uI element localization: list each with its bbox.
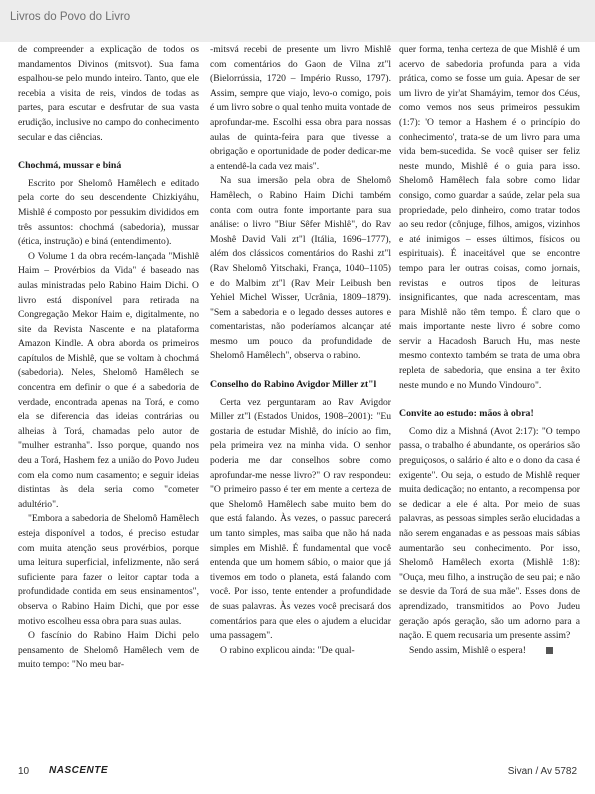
paragraph: "Embora a sabedoria de Shelomô Hamêlech esteja disponível a todos, é preciso estudar com muita atenção seus provérbios, porque uma leitura superficial, infelizmente, não será suficiente para fazer o leitor captar toda a profundidade contida em seus ensinamentos", observa o Rabino Haim Dichi, que por esse motivo escolheu essa obra para suas aulas. [18,513,199,627]
issue-date: Sivan / Av 5782 [507,766,577,777]
column-3 [399,43,580,749]
paragraph: O fascínio do Rabino Haim Dichi pelo pensamento de Shelomô Hamêlech vem de muito tempo: "No meu bar- [18,630,199,671]
end-of-article-icon [546,647,553,654]
header-bar [0,0,595,42]
column-1 [18,43,199,743]
paragraph: -mitsvá recebi de presente um livro Mishlê com comentários do Gaon de Vilna zt"l (Bielorrússia, 1720 – Império Russo, 1797). Assim, sempre que viajo, levo-o comigo, pois é um livro sobre o qual tenho muita vontade de aprofundar-me. Escolhi essa obra para nossas aulas de quinta-feira para que tivesse a obrigação e oportunidade de poder dedicar-me a entendê-la cada vez mais". [210,44,391,172]
paragraph: quer forma, tenha certeza de que Mishlê é um acervo de sabedoria profunda para a vida prática, como se fosse um guia. Apesar de ser um livro de yir'at Shamáyim, temor dos Céus, como vemos nos seus primeiros pessukim (1:7): 'O temor a Hashem é o princípio do conhecimento', trata-se de um livro para uma vida bem-sucedida. Se você quiser ser feliz neste mundo, Mishlê é o guia para isso. Shelomô Hamêlech fala sobre como lidar consigo, como guardar a saúde, zelar pela sua propriedade, pelo dinheiro, como tratar todos ao seu redor (cônjuge, filhos, amigos, vizinhos e até inimigos – esses últimos, físicos ou espirituais). É inaceitável que se encontre tempo para ler outras coisas, como jornais, revistas e outros tipos de leituras insignificantes, que nada acrescentam, mas para Mishlê não têm tempo. É claro que o mais importante neste livro é sobre como servir a Hacadosh Baruch Hu, mas neste mesmo contexto também se trata de uma obra repleta de sabedoria, que ensina a ter êxito neste mundo e no Mundo Vindouro". [399,44,580,391]
footer [0,757,595,794]
section-heading: Chochmá, mussar e biná [18,160,122,172]
closing-text: Sendo assim, Mishlê o espera! [409,644,526,656]
paragraph: de compreender a explicação de todos os mandamentos Divinos (mitsvot). Sua fama espalhou-se pelo mundo inteiro. Tanto, que ele recebia a visita de reis, vindos de todas as partes, para escutar e desfrutar de sua vasta erudição, inclusive no campo do conhecimento secular e das ciências. [18,44,199,143]
column-2 [210,43,391,749]
paragraph: Como diz a Mishná (Avot 2:17): "O tempo passa, o trabalho é abundante, os operários são preguiçosos, o salário é alto e o dono da casa é exigente". Ou seja, o estudo de Mishlê requer muita dedicação; no entanto, a recompensa por se dedicar a ele é alta. Por meio de suas palavras, as pessoas simples serão elucidadas a não serem enganadas e as pessoas mais sábias aumentarão seu conhecimento. Por isso, Shelomô Hamêlech exorta (Mishlê 1:8): "Ouça, meu filho, a instrução de seu pai; e não se desvie da Torá de sua mãe". Esses dons de aprendizado, transmitidos ao Povo Judeu geração após geração, são um adorno para a nação. E quem recusaria um presente assim? [399,425,580,642]
magazine-logo: NASCENTE [49,765,109,776]
section-heading: Conselho do Rabino Avigdor Miller zt"l [210,379,377,391]
paragraph: Na sua imersão pela obra de Shelomô Hamêlech, o Rabino Haim Dichi também conta com outra fonte importante para sua análise: o livro "Biur Sêfer Mishlê", do Rav Moshê David Vali zt"l (Itália, 1696–1777), além dos clássicos comentários do Rashi zt"l (Rav Shelomô Yitschaki, França, 1040–1105) e do Malbim zt"l (Rav Meir Leibush ben Yehiel Michel Wisser, Ucrânia, 1809–1879). "Sem a sabedoria e o legado desses autores e comentaristas, não poderíamos alcançar até mesmo um pouco da profundidade de Shelomô Hamêlech", observa o rabino. [210,175,391,362]
running-head: Livros do Povo do Livro [10,11,131,23]
paragraph: Escrito por Shelomô Hamêlech e editado pela corte do seu descendente Chizkiyáhu, Mishlê é composto por pessukim divididos em três assuntos: chochmá (sabedoria), mussar (ética, instrução) e biná (entendimento). [18,177,199,248]
page-number: 10 [18,766,30,777]
paragraph: O Volume 1 da obra recém-lançada "Mishlê Haim – Provérbios da Vida" é baseado nas aulas ministradas pelo Rabino Haim Dichi. O livro está disponível para retirada na Congregação Mekor Haim e, digitalmente, no site da Revista Nascente e na plataforma Amazon Kindle. A obra aborda os primeiros capítulos de Mishlê, que se voltam à chochmá (sabedoria). Neles, Shelomô Hamêlech se concentra em definir o que é a sabedoria de verdade, encontrada apenas na Torá, e como ela se diferencia das ideias contrárias ou alheias à Torá, chamadas pelo autor de "mulher estranha". Isso porque, quando nos deu a Torá, Hashem fez a união do Povo Judeu com ela como num casamento; e seguir ideias distintas às dela seria como "cometer adultério". [18,250,199,510]
paragraph: O rabino explicou ainda: "De qual- [220,644,355,656]
closing-paragraph [399,644,580,659]
section-heading: Convite ao estudo: mãos à obra! [399,408,534,420]
paragraph: Certa vez perguntaram ao Rav Avigdor Miller zt"l (Estados Unidos, 1908–2001): "Eu gostaria de estudar Mishlê, do início ao fim, pela primeira vez na minha vida. O senhor poderia me dar conselhos sobre como aprofundar-me nesse livro?" O rav respondeu: "O primeiro passo é ter em mente a certeza de que Shelomô Hamêlech sabe muito bem do que está falando. Às vezes, o passuc parecerá um tanto simples, mas saiba que não há nada simples em Mishlê. É fundamental que você entenda que um homem sábio, o maior que já tivemos em todo o planeta, está falando com você. Por isso, tente entender a profundidade de suas palavras. Às vezes você precisará dos comentários para que eles o ajudem a elucidar uma passagem". [210,396,391,642]
